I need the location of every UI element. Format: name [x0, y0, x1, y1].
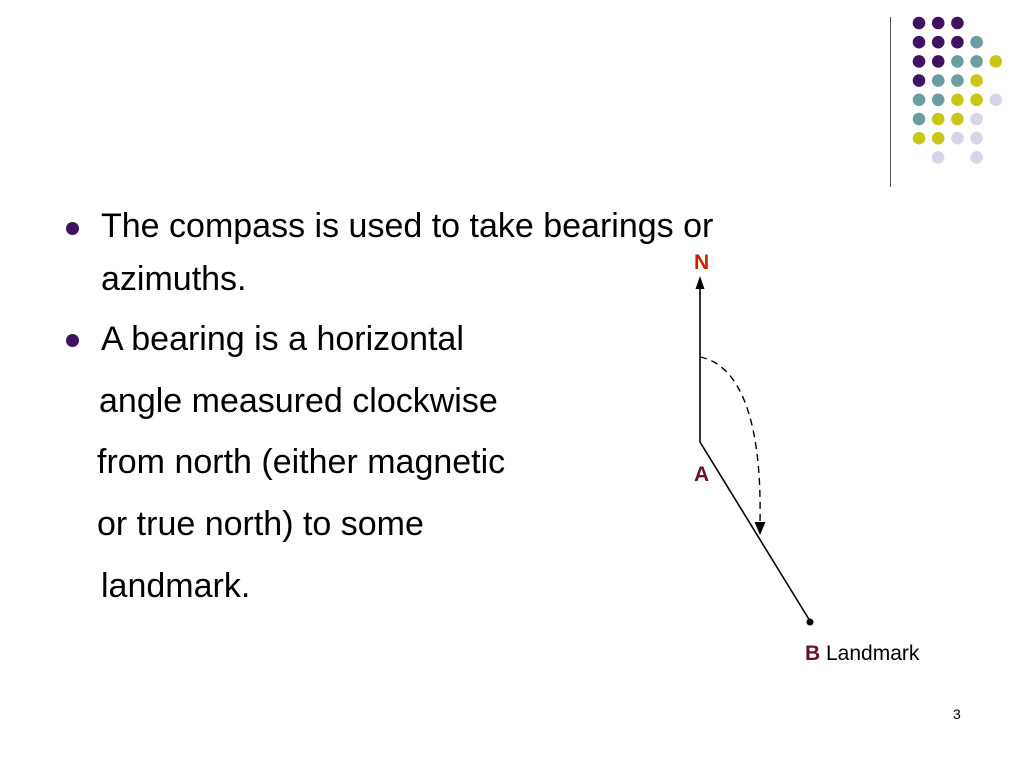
page-number: 3	[953, 706, 961, 722]
bullet-text: A bearing is a horizontal	[101, 320, 464, 358]
bullet-text: azimuths.	[101, 260, 247, 298]
landmark-caption	[805, 641, 919, 667]
point-b-label: B	[805, 642, 821, 665]
bullet-text: from north (either magnetic	[97, 443, 506, 481]
landmark-label: Landmark	[820, 642, 920, 665]
landmark-point	[807, 619, 814, 626]
bullet-text: The compass is used to take bearings or	[101, 207, 714, 245]
bearing-line	[700, 442, 810, 621]
north-arrowhead	[696, 276, 705, 289]
point-a-label: A	[694, 463, 710, 486]
bearing-arc	[700, 357, 760, 522]
bullet-text: angle measured clockwise	[99, 382, 498, 420]
bullet-text: landmark.	[101, 567, 251, 605]
bullet-text: or true north) to some	[97, 505, 424, 543]
north-label: N	[694, 251, 710, 274]
